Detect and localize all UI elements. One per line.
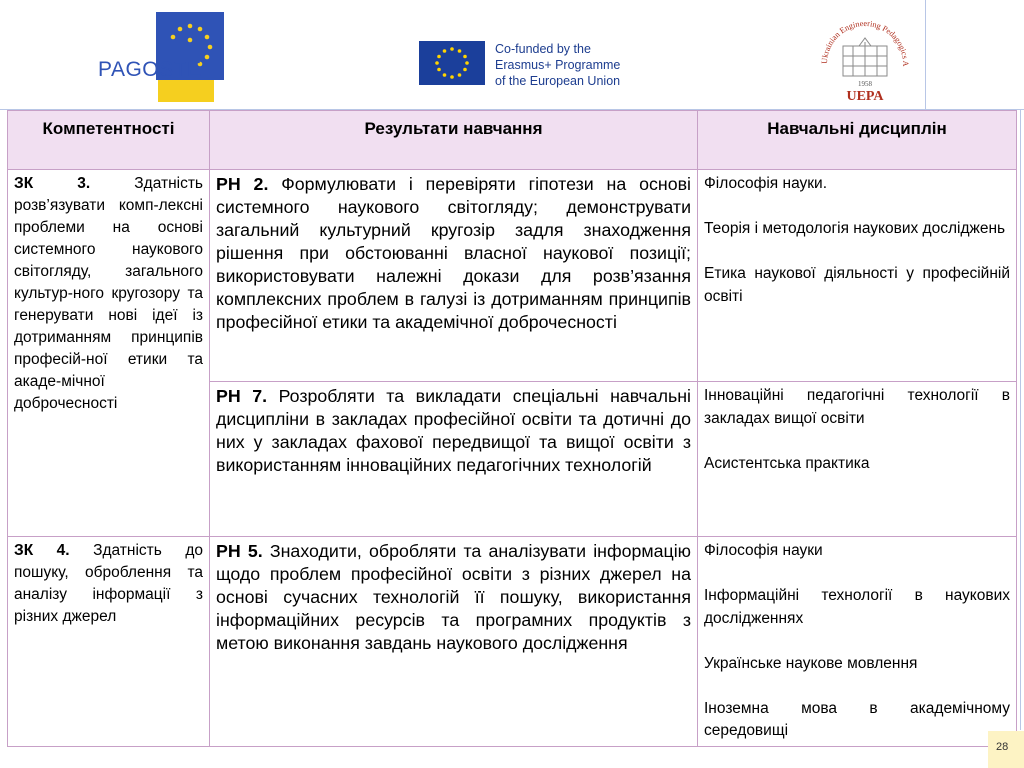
outcome-cell	[210, 382, 698, 537]
outcome-code: РН 7.	[216, 386, 268, 406]
discipline-item: Етика наукової діяльності у професійній освіті	[704, 265, 1010, 305]
uepa-year: 1958	[858, 80, 872, 88]
header-competences: Компетентності	[8, 111, 210, 170]
uepa-logo	[815, 12, 915, 108]
competence-text: Здатність розв’язувати комп-лексні проблеми на основі системного наукового світогляду, загального культур-ного кругозору та генерувати нові ідеї із дотриманням принципів професій-ної етики та акаде-мічної доброчесності	[14, 175, 203, 412]
uepa-abbr: UEPA	[846, 89, 884, 104]
discipline-item: Філософія науки.	[704, 175, 828, 192]
pagoste-logo-text: PAGOSTE	[98, 58, 202, 81]
uepa-arc-text: Ukrainian Engineering Pedagogics A	[819, 18, 911, 67]
decorative-vertical-line	[925, 0, 926, 110]
competence-table	[7, 110, 1017, 747]
eu-flag-icon	[419, 41, 485, 85]
header-disciplines: Навчальні дисциплін	[698, 111, 1017, 170]
competence-code: ЗК 4.	[14, 542, 70, 559]
header-learning-outcomes: Результати навчання	[210, 111, 698, 170]
discipline-item: Теорія і методологія наукових досліджень	[704, 220, 1006, 237]
slide-header	[0, 0, 1024, 108]
discipline-item: Інформаційні технології в наукових дослідженнях	[704, 587, 1010, 627]
table-row	[8, 537, 1017, 747]
competence-cell	[8, 537, 210, 747]
outcome-cell	[210, 170, 698, 382]
erasmus-logo	[419, 41, 651, 89]
disciplines-cell	[698, 170, 1017, 382]
erasmus-text	[495, 41, 620, 89]
discipline-item: Філософія науки	[704, 542, 823, 559]
disciplines-cell	[698, 537, 1017, 747]
erasmus-line-1: Co-funded by the	[495, 42, 591, 56]
erasmus-line-2: Erasmus+ Programme	[495, 58, 621, 72]
discipline-item: Українське наукове мовлення	[704, 654, 918, 672]
table-header-row	[8, 111, 1017, 170]
competence-code: ЗК 3.	[14, 175, 91, 192]
discipline-item: Іноземна мова в академічному середовищі	[704, 699, 1010, 739]
pagoste-logo	[96, 12, 228, 102]
outcome-text: Знаходити, обробляти та аналізувати інформацію щодо проблем професійної освіти з різних джерел на основі сучасних технологій її пошуку, використання інформаційних ресурсів та програмних продуктів з метою виконання завдань наукового дослідження	[216, 541, 691, 653]
disciplines-cell	[698, 382, 1017, 537]
outcome-code: РН 2.	[216, 174, 269, 194]
outcome-cell	[210, 537, 698, 747]
discipline-item: Асистентська практика	[704, 454, 870, 472]
discipline-item: Інноваційні педагогічні технології в закладах вищої освіти	[704, 387, 1010, 427]
decorative-right-line	[1020, 110, 1021, 730]
erasmus-line-3: of the European Union	[495, 74, 621, 88]
outcome-code: РН 5.	[216, 541, 263, 561]
table-row	[8, 170, 1017, 382]
competence-text: Здатність до пошуку, оброблення та аналізу інформації з різних джерел	[14, 542, 204, 625]
outcome-text: Формулювати і перевіряти гіпотези на основі системного наукового світогляду; демонструвати загальний культурний кругозір задля знаходження рішення при обстоюванні власної наукової позиції; використовувати належні докази для розв’язання комплексних проблем в галузі із дотриманням принципів професійної етики та академічної доброчесності	[216, 174, 691, 332]
competence-cell	[8, 170, 210, 537]
outcome-text: Розробляти та викладати спеціальні навчальні дисципліни в закладах професійної освіти та дотичні до них у закладах фахової передвищої та вищої освіти з використанням інноваційних педагогічних технологій	[216, 386, 691, 475]
svg-text:Ukrainian Engineering Pedagogi	[815, 12, 910, 67]
page-number: 28	[996, 741, 1009, 753]
